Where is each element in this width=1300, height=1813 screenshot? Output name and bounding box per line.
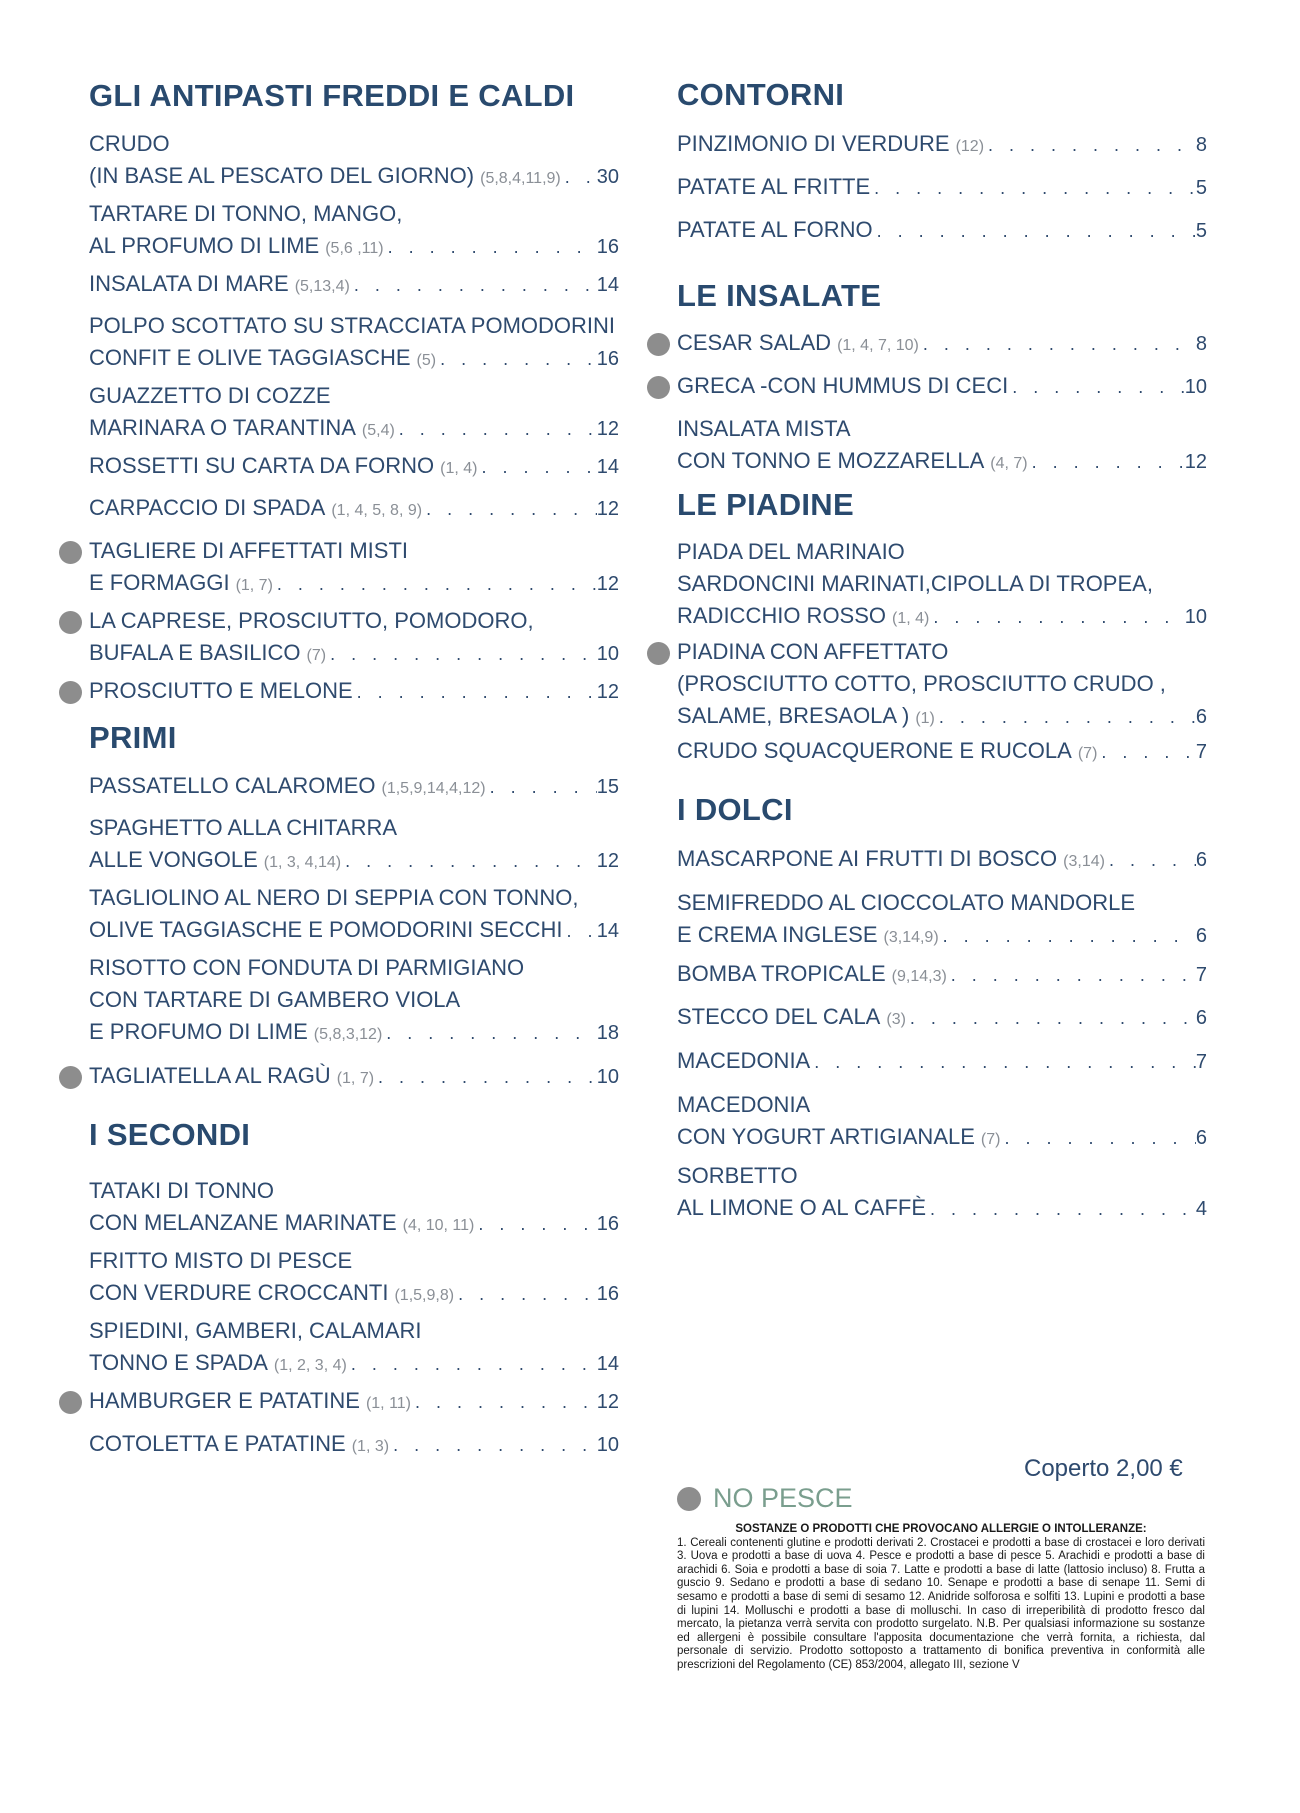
menu-item-name: SPAGHETTO ALLA CHITARRA bbox=[89, 815, 398, 840]
menu-item-name: COTOLETTA E PATATINE bbox=[89, 1431, 346, 1456]
menu-item-line bbox=[677, 887, 1207, 919]
allergen-codes: (1, 7) bbox=[235, 577, 273, 594]
menu-item-price: 4 bbox=[1195, 1198, 1207, 1220]
menu-item bbox=[89, 675, 619, 708]
menu-item-line bbox=[89, 342, 619, 377]
menu-item-name: MACEDONIA bbox=[677, 1092, 811, 1117]
allergen-codes: (5,8,4,11,9) bbox=[480, 170, 561, 187]
menu-item-name: CRUDO bbox=[89, 131, 170, 156]
menu-item-price: 8 bbox=[1195, 134, 1207, 156]
menu-item-line bbox=[677, 1160, 1207, 1192]
menu-item-line bbox=[89, 230, 619, 265]
no-fish-dot-icon bbox=[647, 376, 670, 399]
menu-item-line bbox=[89, 567, 619, 602]
dot-leader bbox=[486, 771, 597, 803]
allergen-codes: (7) bbox=[1077, 745, 1098, 762]
no-fish-dot-icon bbox=[59, 681, 82, 704]
menu-item-price: 5 bbox=[1195, 177, 1207, 199]
menu-item-name: RISOTTO CON FONDUTA DI PARMIGIANO bbox=[89, 955, 525, 980]
allergen-codes: (5,6 ,11) bbox=[325, 240, 384, 257]
allergen-codes: (5,8,3,12) bbox=[313, 1026, 383, 1043]
menu-item bbox=[89, 605, 619, 672]
menu-item-price: 7 bbox=[1195, 741, 1207, 763]
allergen-codes: (1) bbox=[915, 710, 935, 727]
allergen-codes: (1, 3) bbox=[351, 1438, 390, 1455]
menu-item-name: PIADINA CON AFFETTATO bbox=[677, 639, 949, 664]
menu-item bbox=[677, 327, 1207, 362]
menu-item-name: PINZIMONIO DI VERDURE bbox=[677, 131, 950, 156]
section-title: I DOLCI bbox=[677, 792, 793, 827]
menu-item-line bbox=[89, 1315, 619, 1347]
menu-item-line bbox=[89, 268, 619, 303]
no-fish-dot-icon bbox=[59, 1391, 82, 1414]
menu-item-line bbox=[89, 952, 619, 984]
menu-item bbox=[89, 535, 619, 602]
no-fish-dot-icon bbox=[59, 611, 82, 634]
menu-item bbox=[677, 370, 1207, 403]
menu-item bbox=[89, 1428, 619, 1463]
menu-item-name: TATAKI DI TONNO bbox=[89, 1178, 274, 1203]
menu-item-line bbox=[677, 413, 1207, 445]
menu-item bbox=[89, 198, 619, 265]
menu-item-price: 12 bbox=[596, 850, 619, 872]
menu-item-price: 12 bbox=[596, 1391, 619, 1413]
menu-item-name: GRECA -CON HUMMUS DI CECI bbox=[677, 373, 1009, 398]
menu-item bbox=[89, 268, 619, 303]
menu-item-line bbox=[677, 1089, 1207, 1121]
menu-item-line bbox=[89, 1175, 619, 1207]
allergen-codes: (9,14,3) bbox=[891, 968, 947, 985]
menu-item-name: MACEDONIA bbox=[677, 1048, 811, 1073]
dot-leader bbox=[273, 568, 597, 600]
dot-leader bbox=[870, 172, 1196, 204]
menu-item-name: TAGLIOLINO AL NERO DI SEPPIA CON TONNO, bbox=[89, 885, 579, 910]
menu-item-line bbox=[89, 412, 619, 447]
dot-leader bbox=[1000, 1122, 1195, 1154]
section-title: PRIMI bbox=[89, 720, 177, 755]
menu-item-name: BOMBA TROPICALE bbox=[677, 961, 886, 986]
no-fish-dot-icon bbox=[647, 642, 670, 665]
menu-item bbox=[89, 952, 619, 1051]
dot-leader bbox=[422, 493, 597, 525]
section-title: CONTORNI bbox=[677, 77, 845, 112]
dot-leader bbox=[436, 343, 597, 375]
menu-item-name: E CREMA INGLESE bbox=[677, 922, 878, 947]
allergen-codes: (1, 4) bbox=[440, 460, 478, 477]
menu-item-name: CONFIT E OLIVE TAGGIASCHE bbox=[89, 345, 411, 370]
menu-item-line bbox=[677, 1121, 1207, 1156]
menu-item-name: MASCARPONE AI FRUTTI DI BOSCO bbox=[677, 846, 1058, 871]
dot-leader bbox=[1097, 736, 1195, 768]
allergen-codes: (12) bbox=[955, 138, 985, 155]
menu-item bbox=[89, 1060, 619, 1095]
dot-leader bbox=[947, 959, 1196, 991]
menu-item bbox=[89, 770, 619, 805]
no-fish-dot-icon bbox=[677, 1487, 701, 1511]
menu-item-name: PASSATELLO CALAROMEO bbox=[89, 773, 376, 798]
menu-item-name: PATATE AL FRITTE bbox=[677, 174, 871, 199]
menu-item-name: PATATE AL FORNO bbox=[677, 217, 873, 242]
menu-item-line bbox=[677, 370, 1207, 403]
menu-item bbox=[677, 843, 1207, 878]
menu-item-name: ROSSETTI SU CARTA DA FORNO bbox=[89, 453, 435, 478]
menu-item-name: STECCO DEL CALA bbox=[677, 1004, 881, 1029]
menu-item-price: 12 bbox=[1184, 451, 1207, 473]
allergen-codes: (1, 4, 7, 10) bbox=[837, 337, 919, 354]
menu-item-name: CON YOGURT ARTIGIANALE bbox=[677, 1124, 975, 1149]
allergen-note-body: 1. Cereali contenenti glutine e prodotti derivati 2. Crostacei e prodotti a base di crostacei e loro derivati 3. Uova e prodotti a base di uova 4. Pesce e prodotti a base di pesce 5. Arachidi e prodotti a base di arachidi 6. Soia e prodotti a base di soia 7. Latte e prodotti a base di latte (lattosio incluso) 8. Frutta a guscio 9. Sedano e prodotti a base di sedano 10. Senape e prodotti a base di senape 11. Semi di sesamo e prodotti a base di semi di sesamo 12. Anidride solforosa e solfiti 13. Lupini e prodotti a base di lupini 14. Molluschi e prodotti a base di molluschi. In caso di irreperibilità di prodotto fresco dal mercato, la pietanza verrà servita con prodotto surgelato. N.B. Per qualsiasi informazione su sostanze ed allergeni è possibile consultare l'apposita documentazione che verrà fornita, a richiesta, dal personale di servizio. Prodotto sottoposto a trattamento di bonifica preventiva in conformità alle prescrizioni del Regolamento (CE) 853/2004, allegato III, sezione V bbox=[677, 1536, 1205, 1671]
menu-item-name: TAGLIERE DI AFFETTATI MISTI bbox=[89, 538, 409, 563]
menu-item bbox=[677, 1089, 1207, 1156]
menu-item-price: 12 bbox=[596, 498, 619, 520]
dot-leader bbox=[906, 1002, 1196, 1034]
menu-item-line bbox=[89, 770, 619, 805]
menu-item-line bbox=[89, 605, 619, 637]
menu-item-name: INSALATA DI MARE bbox=[89, 271, 289, 296]
menu-item-line bbox=[677, 536, 1207, 568]
menu-item-price: 10 bbox=[596, 1434, 619, 1456]
menu-item-name: TONNO E SPADA bbox=[89, 1350, 268, 1375]
allergen-codes: (4, 7) bbox=[990, 455, 1028, 472]
no-fish-dot-icon bbox=[59, 541, 82, 564]
allergen-codes: (1,5,9,8) bbox=[394, 1287, 455, 1304]
menu-item-name: SEMIFREDDO AL CIOCCOLATO MANDORLE bbox=[677, 890, 1136, 915]
menu-item-name: SPIEDINI, GAMBERI, CALAMARI bbox=[89, 1318, 422, 1343]
dot-leader bbox=[341, 845, 597, 877]
menu-item-name: CRUDO SQUACQUERONE E RUCOLA bbox=[677, 738, 1072, 763]
menu-item-price: 10 bbox=[1184, 606, 1207, 628]
menu-item-line bbox=[89, 1428, 619, 1463]
menu-item-name: CON MELANZANE MARINATE bbox=[89, 1210, 397, 1235]
dot-leader bbox=[477, 451, 596, 483]
menu-item bbox=[89, 882, 619, 947]
menu-item-name: SALAME, BRESAOLA ) bbox=[677, 703, 910, 728]
menu-item-price: 14 bbox=[596, 1353, 619, 1375]
menu-item-name: RADICCHIO ROSSO bbox=[677, 603, 887, 628]
menu-item-line bbox=[677, 1192, 1207, 1225]
menu-item-line bbox=[677, 735, 1207, 770]
allergen-codes: (1,5,9,14,4,12) bbox=[381, 780, 486, 797]
menu-item bbox=[677, 636, 1207, 735]
menu-item-price: 6 bbox=[1195, 706, 1207, 728]
dot-leader bbox=[810, 1046, 1196, 1078]
menu-item-name: AL LIMONE O AL CAFFÈ bbox=[677, 1195, 926, 1220]
cover-charge: Coperto 2,00 € bbox=[1024, 1455, 1183, 1482]
menu-item-line bbox=[89, 1245, 619, 1277]
menu-item-price: 6 bbox=[1195, 925, 1207, 947]
dot-leader bbox=[984, 129, 1196, 161]
menu-item bbox=[677, 1045, 1207, 1078]
menu-item-price: 8 bbox=[1195, 333, 1207, 355]
menu-item-line bbox=[89, 310, 619, 342]
dot-leader bbox=[326, 638, 597, 670]
menu-item-line bbox=[89, 450, 619, 485]
section-title: GLI ANTIPASTI FREDDI E CALDI bbox=[89, 78, 575, 113]
dot-leader bbox=[454, 1278, 597, 1310]
menu-item bbox=[677, 214, 1207, 247]
menu-item bbox=[677, 958, 1207, 993]
menu-item-price: 14 bbox=[596, 274, 619, 296]
menu-item-line bbox=[89, 984, 619, 1016]
dot-leader bbox=[873, 215, 1196, 247]
menu-item-name: PIADA DEL MARINAIO bbox=[677, 539, 905, 564]
allergen-codes: (3) bbox=[886, 1011, 906, 1028]
allergen-codes: (3,14,9) bbox=[883, 929, 939, 946]
menu-item-name: ALLE VONGOLE bbox=[89, 847, 258, 872]
menu-item-line bbox=[89, 844, 619, 879]
allergen-codes: (1, 7) bbox=[336, 1070, 375, 1087]
menu-item-line bbox=[89, 128, 619, 160]
dot-leader bbox=[474, 1208, 596, 1240]
section-title: LE INSALATE bbox=[677, 278, 882, 313]
menu-item-name: INSALATA MISTA bbox=[677, 416, 851, 441]
dot-leader bbox=[395, 413, 597, 445]
menu-item-line bbox=[677, 445, 1207, 480]
allergen-codes: (5,4) bbox=[361, 422, 395, 439]
dot-leader bbox=[563, 915, 597, 947]
allergen-codes: (5,13,4) bbox=[294, 278, 350, 295]
allergen-codes: (5) bbox=[416, 352, 437, 369]
menu-item-name: CESAR SALAD bbox=[677, 330, 832, 355]
menu-item-price: 14 bbox=[596, 456, 619, 478]
menu-item-name: PROSCIUTTO E MELONE bbox=[89, 678, 353, 703]
menu-item bbox=[89, 1245, 619, 1312]
menu-item-name: AL PROFUMO DI LIME bbox=[89, 233, 320, 258]
menu-item-line bbox=[89, 1060, 619, 1095]
menu-item bbox=[89, 450, 619, 485]
menu-item bbox=[89, 812, 619, 879]
dot-leader bbox=[374, 1061, 597, 1093]
dot-leader bbox=[939, 920, 1196, 952]
menu-item bbox=[677, 887, 1207, 954]
dot-leader bbox=[382, 1017, 596, 1049]
menu-item-line bbox=[89, 1385, 619, 1420]
menu-item-price: 10 bbox=[1184, 376, 1207, 398]
menu-item-line bbox=[89, 1277, 619, 1312]
menu-item-line bbox=[677, 128, 1207, 163]
menu-item-name: E FORMAGGI bbox=[89, 570, 230, 595]
menu-item-line bbox=[677, 171, 1207, 204]
allergen-note bbox=[677, 1523, 1205, 1673]
dot-leader bbox=[353, 676, 597, 708]
dot-leader bbox=[350, 269, 597, 301]
menu-item bbox=[677, 1160, 1207, 1225]
menu-item-line bbox=[89, 812, 619, 844]
dot-leader bbox=[384, 231, 597, 263]
menu-item-name: SORBETTO bbox=[677, 1163, 798, 1188]
menu-item-name: BUFALA E BASILICO bbox=[89, 640, 301, 665]
no-fish-dot-icon bbox=[59, 1066, 82, 1089]
menu-item-line bbox=[677, 636, 1207, 668]
menu-item-line bbox=[89, 535, 619, 567]
menu-item-price: 10 bbox=[596, 643, 619, 665]
dot-leader bbox=[561, 161, 597, 193]
allergen-codes: (7) bbox=[306, 647, 327, 664]
menu-item-name: (PROSCIUTTO COTTO, PROSCIUTTO CRUDO , bbox=[677, 671, 1166, 696]
menu-item-name: E PROFUMO DI LIME bbox=[89, 1019, 308, 1044]
menu-item-price: 7 bbox=[1195, 964, 1207, 986]
menu-item-line bbox=[89, 914, 619, 947]
menu-item bbox=[89, 380, 619, 447]
menu-item-name: CARPACCIO DI SPADA bbox=[89, 495, 326, 520]
menu-item-name: POLPO SCOTTATO SU STRACCIATA POMODORINI bbox=[89, 313, 616, 338]
menu-item bbox=[677, 1001, 1207, 1036]
allergen-codes: (1, 4, 5, 8, 9) bbox=[331, 502, 423, 519]
no-fish-dot-icon bbox=[647, 333, 670, 356]
allergen-note-title: SOSTANZE O PRODOTTI CHE PROVOCANO ALLERGIE O INTOLLERANZE: bbox=[735, 1523, 1147, 1535]
dot-leader bbox=[919, 328, 1196, 360]
menu-item-name: HAMBURGER E PATATINE bbox=[89, 1388, 360, 1413]
menu-item-line bbox=[677, 700, 1207, 735]
menu-item-name: CON VERDURE CROCCANTI bbox=[89, 1280, 389, 1305]
menu-item-name: FRITTO MISTO DI PESCE bbox=[89, 1248, 353, 1273]
dot-leader bbox=[926, 1193, 1196, 1225]
menu-item-line bbox=[89, 380, 619, 412]
menu-item-line bbox=[89, 198, 619, 230]
menu-item bbox=[677, 413, 1207, 480]
allergen-codes: (3,14) bbox=[1063, 853, 1105, 870]
menu-item-line bbox=[89, 492, 619, 527]
section-title: LE PIADINE bbox=[677, 487, 854, 522]
menu-item-line bbox=[677, 1001, 1207, 1036]
menu-item-price: 18 bbox=[596, 1022, 619, 1044]
menu-item-price: 15 bbox=[596, 776, 619, 798]
dot-leader bbox=[1008, 371, 1185, 403]
dot-leader bbox=[929, 601, 1184, 633]
menu-item-price: 12 bbox=[596, 418, 619, 440]
dot-leader bbox=[1105, 844, 1196, 876]
menu-item-name: (IN BASE AL PESCATO DEL GIORNO) bbox=[89, 163, 475, 188]
menu-item-price: 12 bbox=[596, 681, 619, 703]
menu-item-price: 6 bbox=[1195, 1007, 1207, 1029]
menu-item-line bbox=[677, 1045, 1207, 1078]
allergen-codes: (1, 3, 4,14) bbox=[263, 854, 342, 871]
menu-item-price: 16 bbox=[596, 1283, 619, 1305]
menu-item-line bbox=[677, 327, 1207, 362]
menu-item-name: MARINARA O TARANTINA bbox=[89, 415, 356, 440]
allergen-codes: (1, 11) bbox=[365, 1395, 412, 1412]
dot-leader bbox=[1028, 446, 1185, 478]
menu-item-line bbox=[677, 568, 1207, 600]
menu-item-name: GUAZZETTO DI COZZE bbox=[89, 383, 331, 408]
menu-item-name: TAGLIATELLA AL RAGÙ bbox=[89, 1063, 331, 1088]
menu-item bbox=[89, 1175, 619, 1242]
menu-item-price: 16 bbox=[596, 236, 619, 258]
menu-item-line bbox=[89, 1347, 619, 1382]
menu-item-price: 10 bbox=[596, 1066, 619, 1088]
dot-leader bbox=[389, 1429, 597, 1461]
menu-item-price: 16 bbox=[596, 348, 619, 370]
menu-item-price: 14 bbox=[596, 920, 619, 942]
section-title: I SECONDI bbox=[89, 1117, 251, 1152]
allergen-codes: (7) bbox=[980, 1131, 1001, 1148]
menu-item-price: 6 bbox=[1195, 849, 1207, 871]
menu-item-name: SARDONCINI MARINATI,CIPOLLA DI TROPEA, bbox=[677, 571, 1153, 596]
menu-item-line bbox=[89, 160, 619, 195]
menu-item bbox=[677, 128, 1207, 163]
menu-item bbox=[677, 536, 1207, 635]
dot-leader bbox=[347, 1348, 597, 1380]
menu-item bbox=[677, 171, 1207, 204]
menu-item-name: TARTARE DI TONNO, MANGO, bbox=[89, 201, 403, 226]
allergen-codes: (1, 2, 3, 4) bbox=[273, 1357, 347, 1374]
allergen-codes: (4, 10, 11) bbox=[402, 1217, 475, 1234]
menu-item-line bbox=[89, 637, 619, 672]
menu-item-name: CON TARTARE DI GAMBERO VIOLA bbox=[89, 987, 461, 1012]
menu-item-line bbox=[89, 675, 619, 708]
menu-item bbox=[89, 310, 619, 377]
menu-item bbox=[677, 735, 1207, 770]
menu-item-name: OLIVE TAGGIASCHE E POMODORINI SECCHI bbox=[89, 917, 563, 942]
menu-item bbox=[89, 128, 619, 195]
menu-item-name: LA CAPRESE, PROSCIUTTO, POMODORO, bbox=[89, 608, 534, 633]
menu-item-price: 12 bbox=[596, 573, 619, 595]
menu-item-line bbox=[677, 843, 1207, 878]
allergen-codes: (1, 4) bbox=[892, 610, 930, 627]
menu-item-line bbox=[677, 958, 1207, 993]
menu-item-name: CON TONNO E MOZZARELLA bbox=[677, 448, 985, 473]
menu-item-price: 5 bbox=[1195, 220, 1207, 242]
dot-leader bbox=[411, 1386, 597, 1418]
dot-leader bbox=[935, 701, 1196, 733]
menu-item-price: 6 bbox=[1195, 1127, 1207, 1149]
menu-item-line bbox=[89, 882, 619, 914]
menu-item-line bbox=[677, 668, 1207, 700]
menu-item-line bbox=[677, 214, 1207, 247]
legend-label: NO PESCE bbox=[713, 1483, 853, 1513]
menu-item-line bbox=[89, 1016, 619, 1051]
menu-item-price: 7 bbox=[1195, 1051, 1207, 1073]
menu-item-price: 16 bbox=[596, 1213, 619, 1235]
menu-item bbox=[89, 492, 619, 527]
menu-item-line bbox=[677, 919, 1207, 954]
legend bbox=[677, 1483, 853, 1514]
menu-item-line bbox=[677, 600, 1207, 635]
menu-item bbox=[89, 1315, 619, 1382]
menu-item-line bbox=[89, 1207, 619, 1242]
menu-item bbox=[89, 1385, 619, 1420]
menu-item-price: 30 bbox=[596, 166, 619, 188]
